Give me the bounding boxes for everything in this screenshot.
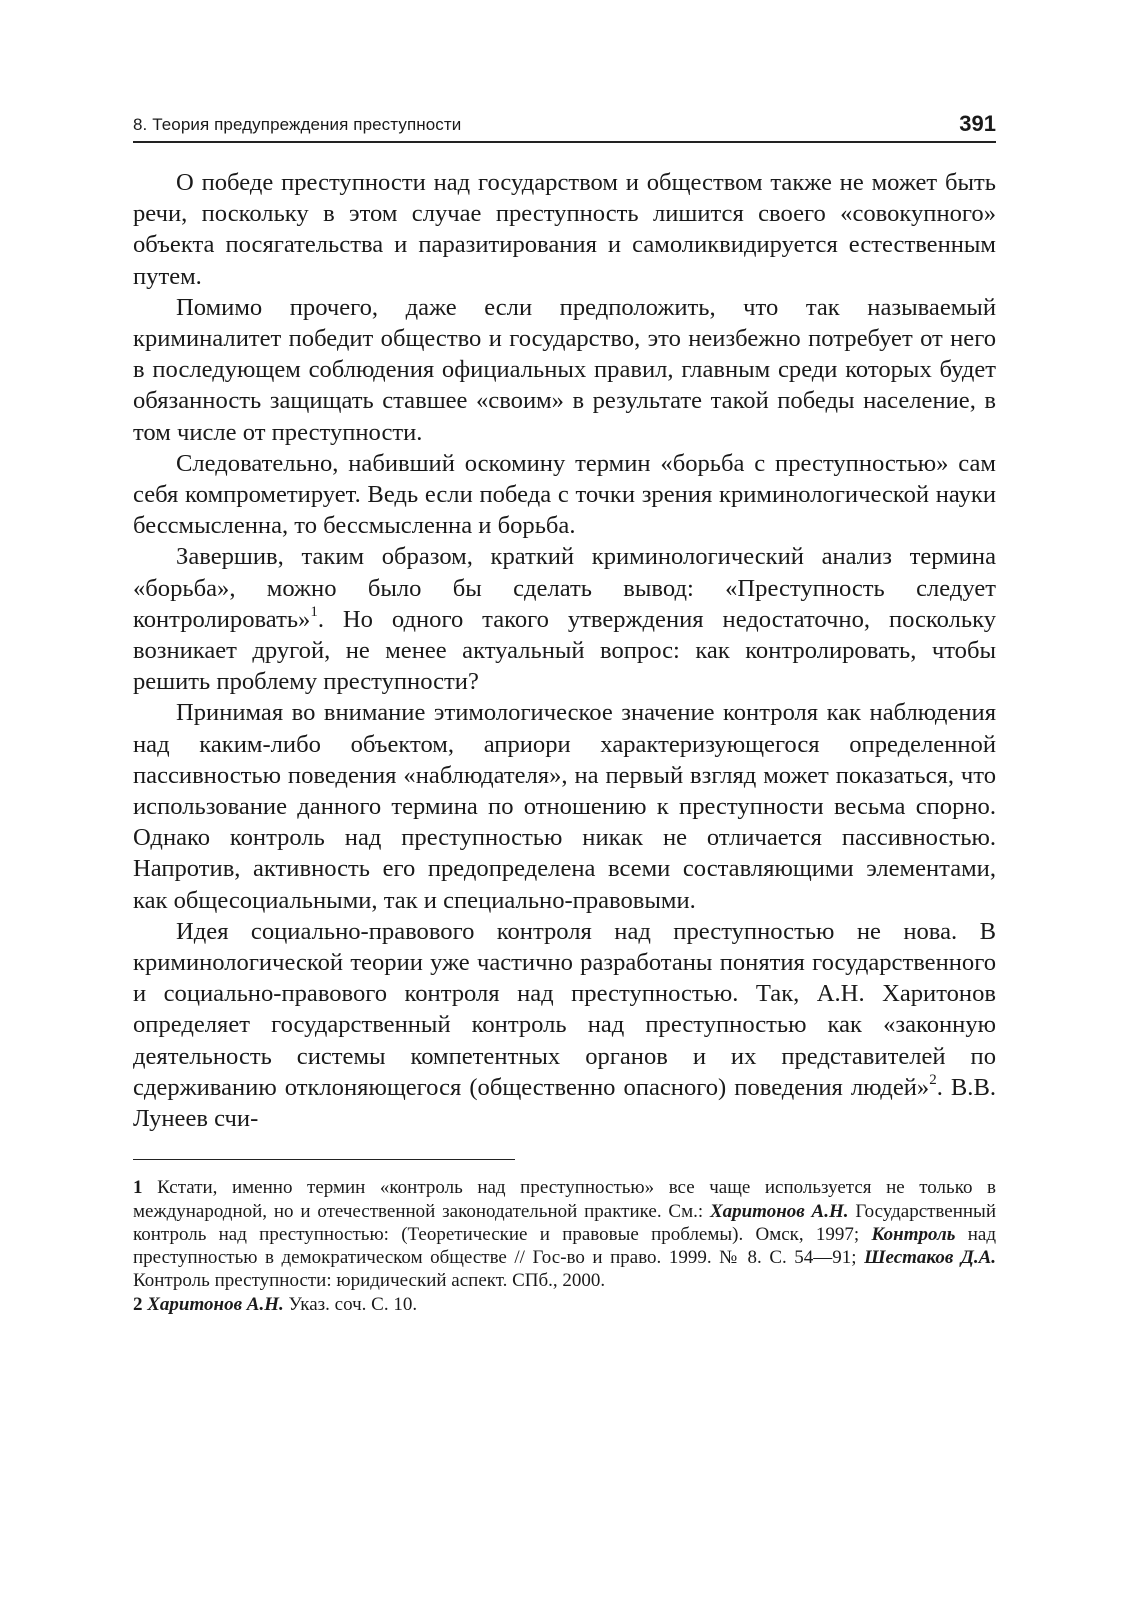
paragraph: О победе преступности над государством и обществом также не может быть речи, поскольку в этом случае преступность лишится своего «совокупного» объекта посягательства и паразитирования и самоликвидируется естественным путем. <box>133 169 996 290</box>
paragraph <box>133 541 996 697</box>
footnote-author: Харитонов А.Н. <box>147 1293 284 1315</box>
footnote-divider <box>133 1159 515 1160</box>
footnote-text: Указ. соч. С. 10. <box>283 1293 418 1315</box>
book-page <box>133 105 996 1316</box>
footnote-author: Шестаков Д.А. <box>864 1247 996 1269</box>
paragraph-text: Завершив, таким образом, краткий криминологический анализ термина «борьба», можно было бы сделать вывод: «Преступность следует контролировать» <box>133 543 996 633</box>
section-title: 8. Теория предупреждения преступности <box>133 115 462 134</box>
footnote-text: Контроль преступности: юридический аспект. СПб., 2000. <box>133 1270 606 1292</box>
footnote-author: Контроль <box>871 1223 956 1245</box>
footnote <box>133 1293 996 1316</box>
paragraph: Принимая во внимание этимологическое значение контроля как наблюдения над каким-либо объектом, априори характеризующегося определенной пассивностью поведения «наблюдателя», на первый взгляд может показаться, что использование данного термина по отношению к преступности весьма спорно. Однако контроль над преступностью никак не отличается пассивностью. Напротив, активность его предопределена всеми составляющими элементами, как общесоциальными, так и специально-правовыми. <box>133 699 996 914</box>
running-head <box>133 105 996 143</box>
paragraph-text: . Но одного такого утверждения недостаточно, поскольку возникает другой, не менее актуальный вопрос: как контролировать, чтобы решить проблему преступности? <box>133 605 996 696</box>
footnote-author: Харитонов А.Н. <box>709 1200 849 1222</box>
page-number: 391 <box>959 111 996 136</box>
paragraph-text: . В.В. Лунеев счи- <box>133 1073 997 1133</box>
paragraph <box>133 916 996 1134</box>
body-text <box>133 167 996 1134</box>
footnote-reference: 1 <box>310 603 318 620</box>
footnote-reference: 2 <box>929 1071 937 1088</box>
footnote <box>133 1176 996 1292</box>
footnote-text: Кстати, именно термин «контроль над преступностью» все чаще используется не только в международной, но и отечественной законодательной практике. См.: <box>133 1177 997 1222</box>
paragraph: Следовательно, набивший оскомину термин «борьба с преступностью» сам себя компрометирует. Ведь если победа с точки зрения криминологической науки бессмысленна, то бессмысленна и борьба. <box>133 449 996 540</box>
footnotes <box>133 1176 996 1316</box>
footnote-text: Государственный контроль над преступностью: (Теоретические и правовые проблемы). Омск, 1997; <box>133 1200 996 1245</box>
paragraph: Помимо прочего, даже если предположить, что так называемый криминалитет победит общество и государство, это неизбежно потребует от него в последующем соблюдения официальных правил, главным среди которых будет обязанность защищать ставшее «своим» в результате такой победы население, в том числе от преступности. <box>133 293 996 446</box>
footnote-mark: 2 <box>133 1293 143 1315</box>
paragraph-text: Идея социально-правового контроля над преступностью не нова. В криминологической теории уже частично разработаны понятия государственного и социально-правового контроля над преступностью. Так, А.Н. Харитонов определяет государственный контроль над преступностью как «законную деятельность системы компетентных органов и их представителей по сдерживанию отклоняющегося (общественно опасного) поведения людей» <box>133 917 996 1101</box>
footnote-text: над преступностью в демократическом обществе // Гос-во и право. 1999. № 8. С. 54—91; <box>133 1223 996 1269</box>
footnote-mark: 1 <box>133 1177 143 1199</box>
